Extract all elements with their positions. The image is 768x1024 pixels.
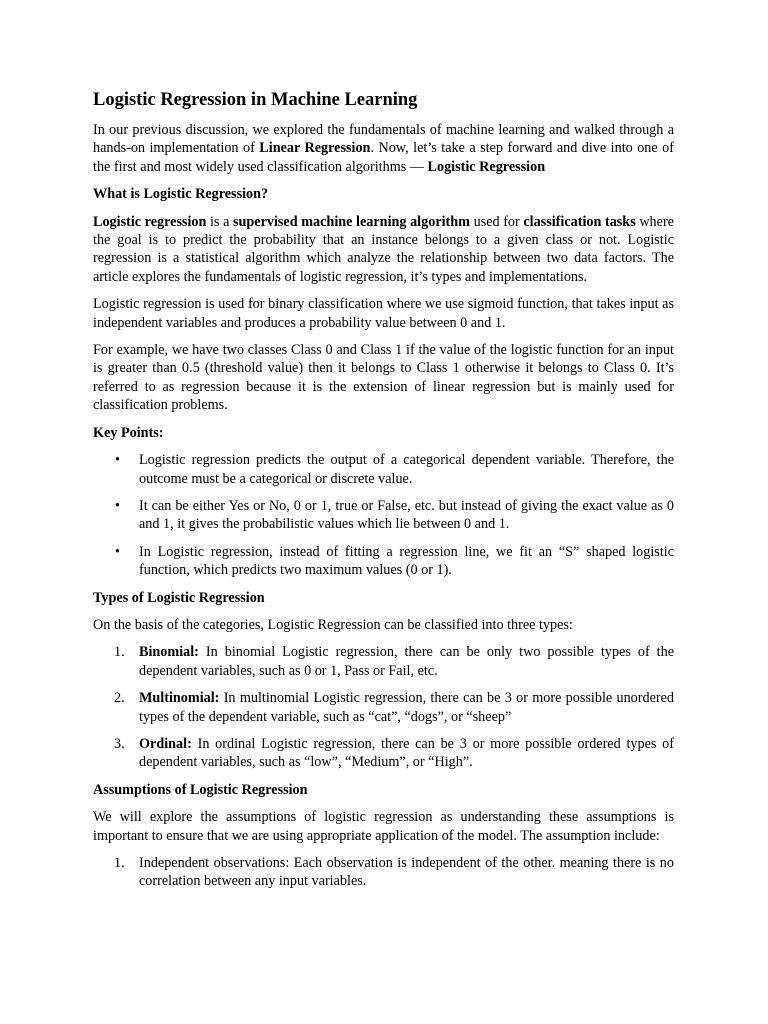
types-list bbox=[93, 643, 674, 771]
list-item bbox=[93, 451, 674, 488]
text-run: In our previous discussion, we explored the fundamentals of machine learning and walked through a hands-on implementation of bbox=[93, 122, 674, 157]
number-marker: 1. bbox=[114, 855, 125, 871]
definition-paragraph bbox=[93, 213, 674, 287]
section-heading-what-is: What is Logistic Regression? bbox=[93, 186, 269, 203]
list-item bbox=[93, 497, 674, 534]
page-title: Logistic Regression in Machine Learning bbox=[93, 90, 418, 110]
number-marker: 3. bbox=[114, 735, 125, 752]
section-heading-assumptions: Assumptions of Logistic Regression bbox=[93, 781, 308, 798]
text-run: used for bbox=[470, 213, 524, 230]
type-description: In binomial Logistic regression, there can be only two possible types of the dependent variables, such as 0 or 1, Pass or Fail, etc. bbox=[139, 644, 674, 679]
bold-text-run: Logistic regression bbox=[93, 213, 207, 230]
document-page bbox=[93, 88, 674, 900]
bold-text-run: Linear Regression bbox=[259, 140, 371, 157]
binary-classification-paragraph: Logistic regression is used for binary classification where we use sigmoid function, that takes input as independent variables and produces a probability value between 0 and 1. bbox=[93, 296, 674, 331]
types-intro-paragraph: On the basis of the categories, Logistic Regression can be classified into three types: bbox=[93, 616, 573, 633]
key-points-list bbox=[93, 451, 674, 579]
example-paragraph: For example, we have two classes Class 0 and Class 1 if the value of the logistic function for an input is greater than 0.5 (threshold value) then it belongs to Class 1 otherwise it belongs to Class 0. It’s referred to as regression because it is the extension of linear regression but is mainly used for classification problems. bbox=[93, 342, 674, 414]
number-marker: 1. bbox=[114, 644, 125, 661]
list-item-text: In Logistic regression, instead of fitting a regression line, we fit an “S” shaped logistic function, which predicts two maximum values (0 or 1). bbox=[139, 543, 674, 579]
text-run: where the goal is to predict the probability that an instance belongs to a given class or not. Logistic regression is a statistical algorithm which analyze the relationship between two data factors. The article explores the fundamentals of logistic regression, it’s types and implementations. bbox=[93, 213, 674, 285]
section-heading-types: Types of Logistic Regression bbox=[93, 589, 265, 606]
number-marker: 2. bbox=[114, 690, 125, 707]
list-item bbox=[93, 735, 674, 772]
type-label: Multinomial: bbox=[139, 690, 220, 707]
bold-text-run: supervised machine learning algorithm bbox=[232, 213, 470, 230]
type-description: In multinomial Logistic regression, there can be 3 or more possible unordered types of the dependent variable, such as “cat”, “dogs”, or “sheep” bbox=[139, 690, 674, 725]
bold-text-run: Logistic Regression bbox=[427, 158, 546, 175]
assumptions-list bbox=[93, 854, 674, 891]
list-item-text: Independent observations: Each observation is independent of the other. meaning there is no correlation between any input variables. bbox=[139, 855, 674, 890]
list-item bbox=[93, 689, 674, 726]
assumptions-intro-paragraph: We will explore the assumptions of logistic regression as understanding these assumptions is important to ensure that we are using appropriate application of the model. The assumption include: bbox=[93, 809, 674, 844]
intro-paragraph bbox=[93, 121, 674, 176]
type-label: Binomial: bbox=[139, 644, 199, 661]
section-heading-key-points: Key Points: bbox=[93, 424, 164, 441]
list-item bbox=[93, 643, 674, 680]
bullet-marker: • bbox=[115, 543, 120, 560]
type-description: In ordinal Logistic regression, there can be 3 or more possible ordered types of dependent variables, such as “low”, “Medium”, or “High”. bbox=[139, 735, 674, 771]
list-item bbox=[93, 854, 674, 891]
list-item bbox=[93, 543, 674, 580]
bullet-marker: • bbox=[115, 497, 120, 514]
type-label: Ordinal: bbox=[139, 735, 192, 752]
bullet-marker: • bbox=[115, 452, 120, 469]
list-item-text: Logistic regression predicts the output of a categorical dependent variable. Therefore, the outcome must be a categorical or discrete value. bbox=[139, 452, 674, 487]
text-run: . Now, let’s take a step forward and dive into one of the first and most widely used classification algorithms — bbox=[93, 140, 674, 175]
text-run: is a bbox=[206, 213, 233, 230]
bold-text-run: classification tasks bbox=[523, 213, 636, 230]
list-item-text: It can be either Yes or No, 0 or 1, true or False, etc. but instead of giving the exact value as 0 and 1, it gives the probabilistic values which lie between 0 and 1. bbox=[139, 497, 674, 533]
